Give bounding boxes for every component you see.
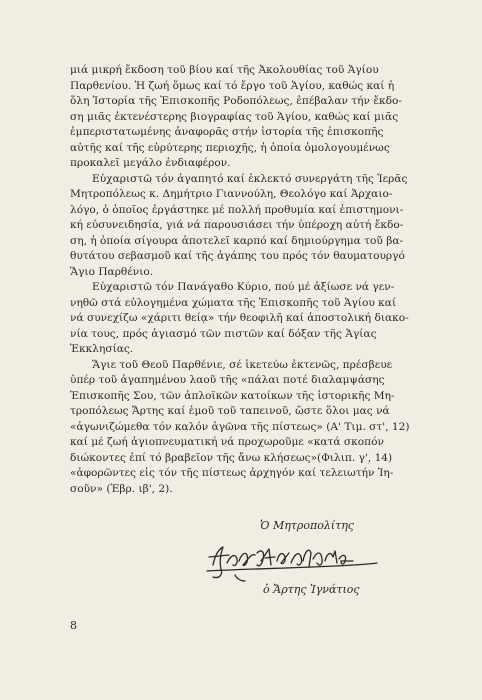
text-line: νία τους, πρός ἁγιασμό τῶν πιστῶν καί δόξαν τῆς Ἁγίας bbox=[70, 327, 377, 340]
text-line: Εὐχαριστῶ τόν ἀγαπητό καί ἐκλεκτό συνεργάτη τῆς Ἱερᾶς bbox=[92, 172, 408, 185]
text-line: «ἀγωνιζώμεθα τόν καλόν ἀγῶνα τῆς πίστεως» (Α' Τιμ. στ', 12) bbox=[70, 420, 410, 433]
text-line: θυτάτου σεβασμοῦ καί τῆς ἀγάπης του πρός τόν θαυματουργό bbox=[70, 250, 405, 262]
text-line: ση μιᾶς ἐκτενέστερης βιογραφίας τοῦ Ἁγίου, καθώς καί μιᾶς bbox=[70, 110, 399, 123]
signature-block bbox=[205, 515, 435, 605]
text-line: Παρθενίου. Ἡ ζωή ὅμως καί τό ἔργο τοῦ Ἁγίου, καθώς καί ἡ bbox=[70, 79, 395, 92]
text-line: κή εὐσυνειδησία, γιά νά παρουσιάσει τήν ὑπέροχη αὐτή ἔκδο- bbox=[70, 219, 404, 231]
paragraph-1 bbox=[70, 63, 412, 172]
text-line: προκαλεῖ μεγάλο ἐνδιαφέρον. bbox=[70, 157, 231, 169]
text-line: ἐμπεριστατωμένης ἀναφορᾶς στήν ἱστορία τῆς ἐπισκοπῆς bbox=[70, 126, 384, 138]
text-line: Ἅγιε τοῦ Θεοῦ Παρθένιε, σέ ἱκετεύω ἐκτενῶς, πρέσβευε bbox=[92, 358, 393, 371]
text-line: διώκοντες ἐπί τό βραβεῖον τῆς ἄνω κλήσεως»(Φιλιπ. γ', 14) bbox=[70, 451, 393, 464]
text-line: λόγο, ὁ ὁποῖος ἐργάστηκε μέ πολλή προθυμία καί ἐπιστημονι- bbox=[70, 203, 404, 216]
paragraph-3 bbox=[70, 280, 412, 358]
paragraph-2 bbox=[70, 172, 412, 281]
text-line: Μητροπόλεως κ. Δημήτριο Γιαννούλη, Θεολόγο καί Ἀρχαιο- bbox=[70, 188, 393, 200]
text-line: σοῦν» (Ἑβρ. ιβ', 2). bbox=[70, 482, 173, 495]
text-line: αὐτῆς καί τῆς εὐρύτερης περιοχῆς, ἡ ὁποία ὁμολογουμένως bbox=[70, 141, 390, 154]
text-line: Ἐπισκοπῆς Σου, τῶν ἀπλοϊκῶν κατοίκων τῆς ἱστορικῆς Μη- bbox=[70, 389, 395, 402]
text-line: νηθῶ στά εὐλογημένα χώματα τῆς Ἐπισκοπῆς τοῦ Ἁγίου καί bbox=[70, 296, 397, 309]
text-line: ση, ἡ ὁποία σίγουρα ἀποτελεῖ καρπό καί δημιούργημα τοῦ βα- bbox=[70, 234, 404, 247]
text-line: ὑπέρ τοῦ ἀγαπημένου λαοῦ τῆς «πάλαι ποτέ διαλαμψάσης bbox=[70, 374, 385, 386]
text-line: μιά μικρή ἔκδοση τοῦ βίου καί τῆς Ἀκολουθίας τοῦ Ἁγίου bbox=[70, 64, 379, 76]
text-line: Εὐχαριστῶ τόν Πανάγαθο Κύριο, πού μέ ἀξίωσε νά γεν- bbox=[92, 281, 395, 293]
text-line: ὅλη Ἱστορία τῆς Ἐπισκοπῆς Ροδοπόλεως, ἐπέβαλαν τήν ἔκδο- bbox=[70, 95, 402, 107]
signatory-name: ὁ Ἄρτης Ἰγνάτιος bbox=[263, 583, 360, 596]
text-line: Ἐκκλησίας. bbox=[70, 343, 134, 355]
handwritten-signature bbox=[205, 531, 405, 586]
text-line: τροπόλεως Ἄρτης καί ἐμοῦ τοῦ ταπεινοῦ, ὥστε ὅλοι μας νά bbox=[70, 405, 390, 417]
text-line: Ἅγιο Παρθένιο. bbox=[70, 265, 154, 278]
text-line: καί μέ ζωή ἁγιοπνευματική νά προχωροῦμε «κατά σκοπόν bbox=[70, 436, 384, 448]
signatory-title: Ὁ Μητροπολίτης bbox=[260, 519, 354, 532]
paragraph-4 bbox=[70, 358, 412, 498]
body-text bbox=[70, 63, 412, 497]
text-line: «ἀφορῶντες εἰς τόν τῆς πίστεως ἀρχηγόν καί τελειωτήν Ἰη- bbox=[70, 467, 394, 479]
text-line: νά συνεχίζω «χάριτι θείᾳ» τήν θεοφιλῆ καί ἀποστολική διακο- bbox=[70, 312, 409, 324]
page-number: 8 bbox=[70, 619, 77, 632]
